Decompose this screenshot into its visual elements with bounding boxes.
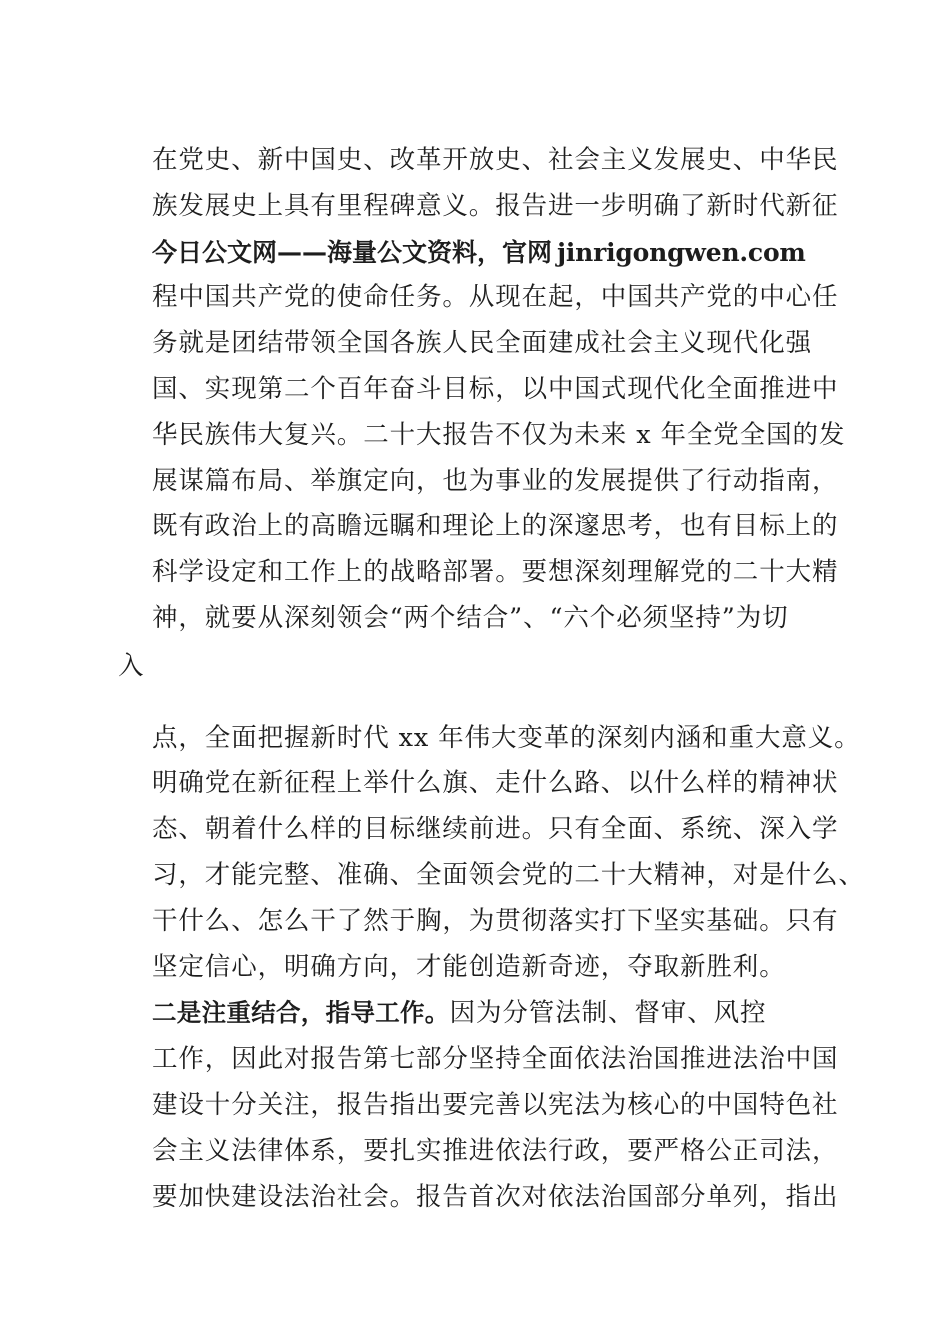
text-line: 既有政治上的高瞻远瞩和理论上的深邃思考，也有目标上的 xyxy=(152,511,839,542)
section-heading-line xyxy=(152,990,832,1037)
text-line: 会主义法律体系，要扎实推进依法行政，要严格公正司法， xyxy=(152,1135,839,1166)
text-line: 族发展史上具有里程碑意义。报告进一步明确了新时代新征 xyxy=(152,190,839,221)
text-line: 点，全面把握新时代 xx 年伟大变革的深刻内涵和重大意义。 xyxy=(152,722,861,753)
document-text-body xyxy=(118,138,865,1220)
text-line: 展谋篇布局、举旗定向，也为事业的发展提供了行动指南， xyxy=(152,465,839,496)
text-line: 神，就要从深刻领会“两个结合”、“六个必须坚持”为切 xyxy=(152,602,789,633)
text-line: 习，才能完整、准确、全面领会党的二十大精神，对是什么、 xyxy=(152,859,865,890)
text-line: 国、实现第二个百年奋斗目标，以中国式现代化全面推进中 xyxy=(152,373,839,404)
text-line: 在党史、新中国史、改革开放史、社会主义发展史、中华民 xyxy=(152,145,839,175)
text-line: 明确党在新征程上举什么旗、走什么路、以什么样的精神状 xyxy=(152,768,839,799)
watermark-text: 今日公文网——海量公文资料，官网 xyxy=(152,237,553,267)
text-line: 科学设定和工作上的战略部署。要想深刻理解党的二十大精 xyxy=(152,557,839,588)
text-line: 程中国共产党的使命任务。从现在起，中国共产党的中心任 xyxy=(152,282,839,313)
watermark-attribution-line xyxy=(152,230,832,276)
text-line: 态、朝着什么样的目标继续前进。只有全面、系统、深入学 xyxy=(152,814,839,845)
text-line: 务就是团结带领全国各族人民全面建成社会主义现代化强 xyxy=(152,328,813,359)
orphan-character-line: 入 xyxy=(118,650,145,681)
section-heading-label: 二是注重结合，指导工作。 xyxy=(152,998,450,1028)
text-line: 建设十分关注，报告指出要完善以宪法为核心的中国特色社 xyxy=(152,1089,839,1120)
section-heading-trailing-text: 因为分管法制、督审、风控 xyxy=(449,998,767,1029)
text-line: 坚定信心，明确方向，才能创造新奇迹，夺取新胜利。 xyxy=(152,951,786,982)
text-line: 华民族伟大复兴。二十大报告不仅为未来 x 年全党全国的发 xyxy=(152,419,846,450)
text-line: 干什么、怎么干了然于胸，为贯彻落实打下坚实基础。只有 xyxy=(152,905,839,936)
watermark-url: jinrigongwen.com xyxy=(557,237,806,267)
text-line: 要加快建设法治社会。报告首次对依法治国部分单列，指出 xyxy=(152,1181,839,1212)
text-line: 工作，因此对报告第七部分坚持全面依法治国推进法治中国 xyxy=(152,1044,839,1075)
